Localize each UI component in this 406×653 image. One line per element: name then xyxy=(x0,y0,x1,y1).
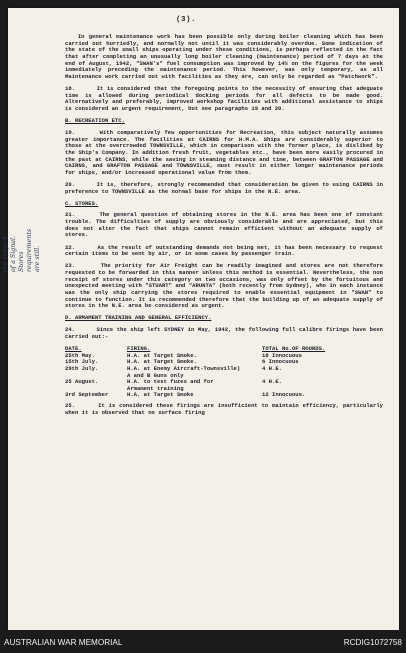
table-row xyxy=(65,373,383,380)
header-firing: FIRING. xyxy=(127,344,151,352)
cell-firing: H.A. at Target Smoke xyxy=(127,391,194,399)
cell-rounds: 18 Innocuous xyxy=(262,351,302,359)
paragraph-25: 25. It is considered these firings are insufficient to maintain efficiency, particularly when it is observed that no surface firing xyxy=(65,401,387,416)
cell-firing: H.A. at Target Smoke. xyxy=(127,351,197,359)
cell-rounds: 4 H.E. xyxy=(262,378,282,386)
table-row xyxy=(65,379,383,386)
cell-firing: Armament training xyxy=(127,384,184,392)
header-date: DATE. xyxy=(65,344,82,352)
cell-date: 15th July. xyxy=(65,358,99,366)
margin-note-text: the subject of a Signal. Stores requirements are still. xyxy=(2,228,41,272)
header-rounds: TOTAL No.OF ROUNDS. xyxy=(262,344,326,352)
paragraph-maintenance: In general maintenance work has been possible only during boiler cleaning which has been carried out hurriedly, and normally not until it was considerably overdue. Some indication of the state of the small ships operating under these conditions, is perhaps reflected in the fact that after completing an unusually long boiler cleaning (maintenance) period of 7 days at the end of August, 1942, "SWAN's" fuel consumption was improved by 14% on the figures for the week immediately preceding the maintenance period. This however, was only temporary, as all Maintenance work carried out with facilities as they are, can only be regarded as "Patchwork". xyxy=(65,33,387,80)
typed-body xyxy=(65,33,387,422)
cell-date: 29th July. xyxy=(65,364,99,372)
table-row xyxy=(65,353,383,360)
archive-footer xyxy=(0,630,406,653)
cell-rounds: 6 Innocuous xyxy=(262,358,299,366)
table-row xyxy=(65,392,383,399)
cell-firing: H.A. at Target Smoke. xyxy=(127,358,197,366)
cell-date: 25 August. xyxy=(65,378,99,386)
firings-table xyxy=(65,346,383,399)
archive-record-id: RCDIG1072758 xyxy=(343,638,402,647)
cell-firing: H.A. at Enemy Aircraft-Townsville) xyxy=(127,364,241,372)
section-heading-armament: D. ARMAMENT TRAINING AND GENERAL EFFICIENCY. xyxy=(65,314,212,322)
cell-date: 25th May. xyxy=(65,351,95,359)
table-row xyxy=(65,386,383,393)
cell-rounds: 4 H.E. xyxy=(262,364,282,372)
paragraph-21: 21. The general question of obtaining stores in the N.E. area has been one of constant trouble. The difficulties of supply are obviously considerable and are appreciated, but this does not alter the fact that ships cannot remain efficient without an adequate supply of stores. xyxy=(65,211,387,239)
paragraph-23: 23. The priority for Air Freight can be readily imagined and stores are not therefore requested to be forwarded in this manner unless this method is essential. Nevertheless, the non receipt of stores under this category on two occasions, was only offset by the fortuitous and unexpected meeting with "STUART" and "ARUNTA" (both recently from Sydney), who in each instance was the only ship carrying the stores required to enable essential equipment in "SWAN" to continue to function. It is recommended therefore that the building up of an adequate supply of stores in the N.E. area be considered as urgent. xyxy=(65,262,387,310)
paragraph-18: 18. It is considered that the foregoing points to the necessity of ensuring that adequate time is allowed during periodical docking periods for all defects to be made good. Alternatively and preferably, improved workshop facilities with additional assistance to ships is considered an urgent requirement, but see paragraphs 19 and 20. xyxy=(65,85,387,113)
table-row xyxy=(65,366,383,373)
cell-firing: A and B Guns only xyxy=(127,371,184,379)
archive-name: AUSTRALIAN WAR MEMORIAL xyxy=(4,638,123,647)
paragraph-20: 20. It is, therefore, strongly recommended that consideration be given to using CAIRNS in preference to TOWNSVILLE as the normal base for ships in the N.E. area. xyxy=(65,180,387,195)
section-heading-recreation: B. RECREATION ETC. xyxy=(65,117,125,125)
section-heading-stores: C. STORES. xyxy=(65,199,99,207)
page-number: (3). xyxy=(176,16,197,24)
cell-rounds: 12 Innocuous. xyxy=(262,391,306,399)
paragraph-19: 19. With comparatively few opportunities for Recreation, this subject naturally assumes greater importance. The facilities at CAIRNS for H.M.A. Ships are considerably superior to those at the overcrowded TOWNSVILLE, which in comparison with the former place, is disliked by the Ship's Company. In addition fresh fruit, vegetables etc., have been more easily procured in the past at CAIRNS, while the saving in steaming distance and time, between GRAFTON PASSAGE and CAIRNS, and GRAFTON PASSAGE and TOWNSVILLE, must result in either longer maintenance periods for ships, and/or increased operational value from them. xyxy=(65,128,387,176)
cell-firing: H.A. to test fuzes and for xyxy=(127,378,214,386)
table-header-row xyxy=(65,346,383,353)
document-page xyxy=(2,8,399,630)
paragraph-22: 22. As the result of outstanding demands not being met, it has been necessary to request certain items to be sent by air, or in some cases by passenger train. xyxy=(65,243,387,258)
paragraph-24: 24. Since the ship left SYDNEY in May, 1942, the following full calibre firings have been carried out:- xyxy=(65,326,387,340)
cell-date: 3rd September xyxy=(65,391,109,399)
